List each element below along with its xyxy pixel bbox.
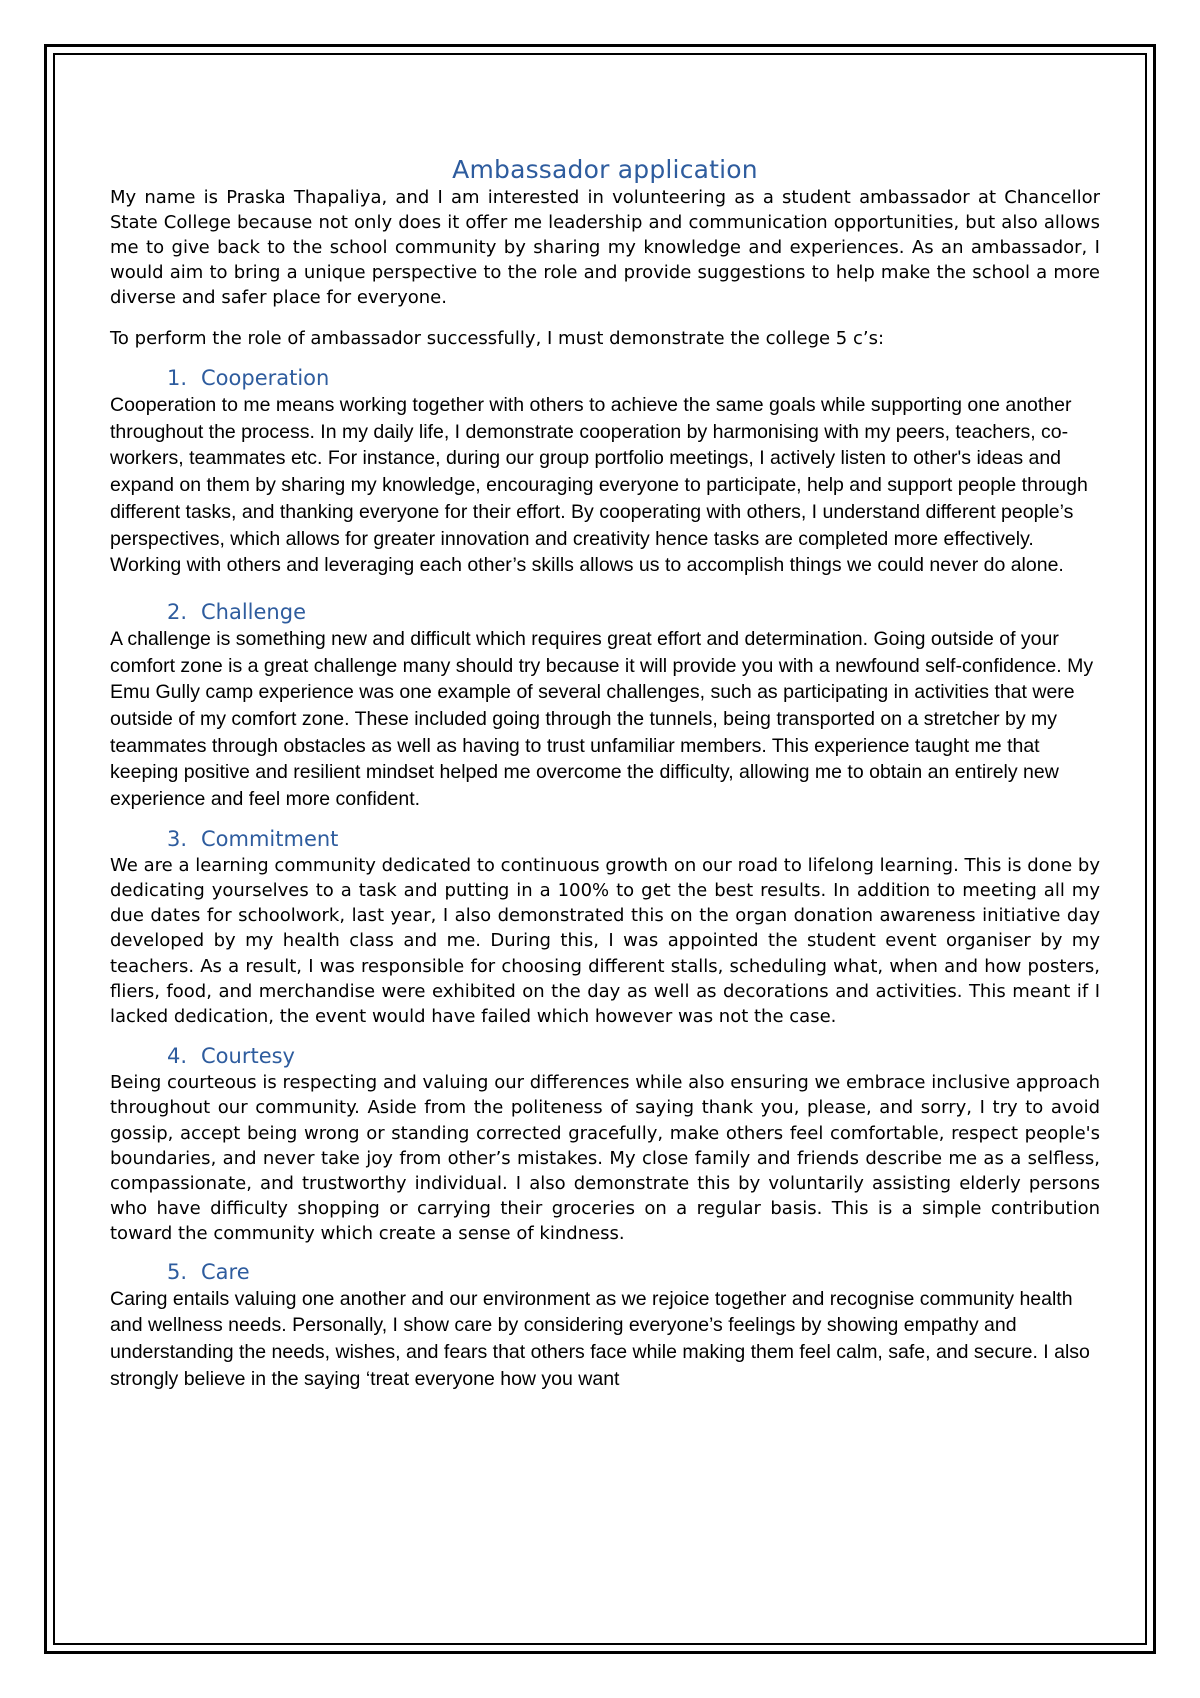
section-body-challenge: A challenge is something new and difficult which requires great effort and determination. Going outside of your comfort zone is a great challenge many should try because it will provide you with a newfound self-confidence. My Emu Gully camp experience was one example of several challenges, such as participating in activities that were outside of my comfort zone. These included going through the tunnels, being transported on a stretcher by my teammates through obstacles as well as having to trust unfamiliar members. This experience taught me that keeping positive and resilient mindset helped me overcome the difficulty, allowing me to obtain an entirely new experience and feel more confident. (110, 627, 1094, 811)
section-number: 2. (167, 599, 188, 624)
section-title: Courtesy (201, 1044, 295, 1069)
section-body-care: Caring entails valuing one another and our environment as we rejoice together and recognise community health and wellness needs. Personally, I show care by considering everyone’s feelings by showing empathy and understanding the needs, wishes, and fears that others face while making them feel calm, safe, and secure. I also strongly believe in the saying ‘treat everyone how you want (110, 1287, 1090, 1390)
section-body-commitment: We are a learning community dedicated to continuous growth on our road to lifelong learning. This is done by dedicating yourselves to a task and putting in a 100% to get the best results. In addition to meeting all my due dates for schoolwork, last year, I also demonstrated this on the organ donation awareness initiative day developed by my health class and me. During this, I was appointed the student event organiser by my teachers. As a result, I was responsible for choosing different stalls, scheduling what, when and how posters, fliers, food, and merchandise were exhibited on the day as well as decorations and activities. This meant if I lacked dedication, the event would have failed which however was not the case. (110, 854, 1100, 1028)
section-title: Cooperation (201, 366, 330, 390)
section-body-cooperation: Cooperation to me means working together with others to achieve the same goals while supporting one another throughout the process. In my daily life, I demonstrate cooperation by harmonising with my peers, teachers, co-workers, teammates etc. For instance, during our group portfolio meetings, I actively listen to other's ideas and expand on them by sharing my knowledge, encouraging everyone to participate, help and support people through different tasks, and thanking everyone for their effort. By cooperating with others, I understand different people’s perspectives, which allows for greater innovation and creativity hence tasks are completed more effectively. Working with others and leveraging each other’s skills allows us to accomplish things we could never do alone. (110, 394, 1088, 577)
section-number: 3. (167, 826, 188, 851)
section-heading-challenge (110, 599, 1100, 626)
section-number: 4. (167, 1044, 188, 1069)
section-title: Challenge (201, 599, 306, 624)
intro-paragraph: My name is Praska Thapaliya, and I am interested in volunteering as a student ambassador at Chancellor State College because not only does it offer me leadership and communication opportunities, but also allows me to give back to the school community by sharing my knowledge and experiences. As an ambassador, I would aim to bring a unique perspective to the role and provide suggestions to help make the school a more diverse and safer place for everyone. (110, 187, 1100, 308)
section-heading-courtesy (110, 1043, 1100, 1070)
section-heading-commitment (110, 826, 1100, 853)
section-title: Commitment (201, 826, 339, 851)
section-heading-care (110, 1259, 1100, 1286)
section-heading-cooperation (110, 365, 1100, 392)
intro-paragraph-2: To perform the role of ambassador successfully, I must demonstrate the college 5 c’s: (110, 328, 885, 349)
section-body-courtesy: Being courteous is respecting and valuing our differences while also ensuring we embrace inclusive approach throughout our community. Aside from the politeness of saying thank you, please, and sorry, I try to avoid gossip, accept being wrong or standing corrected gracefully, make others feel comfortable, respect people's boundaries, and never take joy from other’s mistakes. My close family and friends describe me as a selfless, compassionate, and trustworthy individual. I also demonstrate this by voluntarily assisting elderly persons who have difficulty shopping or carrying their groceries on a regular basis. This is a simple contribution toward the community which create a sense of kindness. (110, 1072, 1100, 1245)
section-number: 5. (167, 1259, 188, 1284)
document-body (110, 155, 1100, 1393)
section-number: 1. (167, 366, 188, 390)
section-title: Care (201, 1259, 250, 1284)
document-title: Ambassador application (452, 155, 758, 184)
